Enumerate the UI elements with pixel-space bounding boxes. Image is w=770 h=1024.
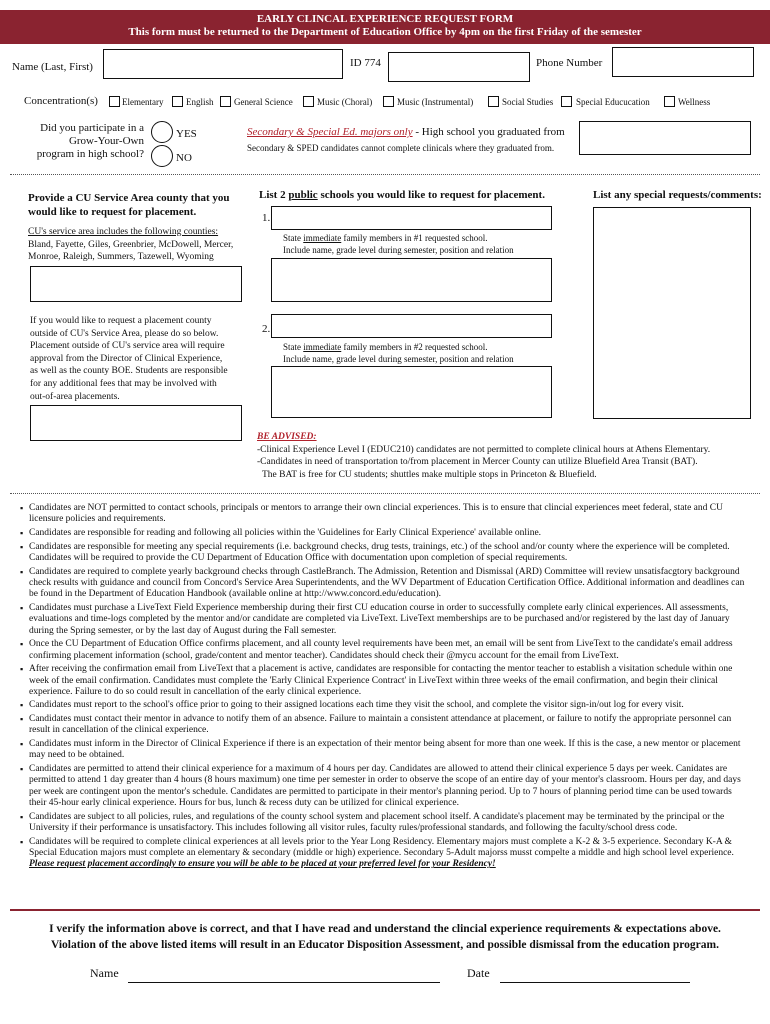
form-header	[0, 10, 770, 44]
option-wellness: Wellness	[678, 97, 711, 107]
family-note-part: family members in #2 requested school.	[341, 342, 488, 352]
no-label: NO	[176, 152, 192, 164]
verification-line: I verify the information above is correct, and that I have read and understand the clincial experience requirements & expectations above.	[49, 923, 721, 935]
gyo-question-line: program in high school?	[36, 148, 144, 160]
checkbox-social-studies[interactable]	[488, 96, 499, 107]
list-item: ▪ Candidates are responsible for meeting any special requirements (i.e. background checks, drug tests, trainings, etc.) of the school and/or county where the experience will be completed. Candidates will be required to provide the CU Department of Education Office with documentation upon completion of special requirements.	[22, 542, 750, 565]
list-item: ▪ Candidates are permitted to attend their clinical experience for a maximum of 4 hours per day. Candidates are allowed to attend their clinical experience 5 days per week. Canidates are permitted to attend 1 day greater than 4 hours (8 hours maximum) one time per semester in order to observe the scope of an entire day of your mentor's classroom. Hours per day, and days per week are contingent upon the mentor's schedule. Candidates are permitted to participate in their mentor's planning period. Up to 7 hours of planning period time can be used towards their 45-hour early clinical experience. Hours for bus, lunch & recess duty can be utilized for clinical experience.	[22, 764, 750, 809]
service-area-line: Monroe, Raleigh, Summers, Tazewell, Wyoming	[28, 252, 214, 262]
advised-line: -Candidates in need of transportation to/from placement in Mercer County can utilize Bluefield Area Transit (BAT).	[257, 457, 698, 467]
signature-date-label: Date	[467, 966, 490, 980]
service-area-text	[28, 226, 256, 264]
family-2-field[interactable]	[271, 366, 552, 418]
outside-area-line: for any additional fees that may be involved with	[30, 378, 217, 389]
school-2-field[interactable]	[271, 314, 552, 338]
outside-county-field[interactable]	[30, 405, 242, 441]
phone-field[interactable]	[612, 47, 754, 77]
list-item-text: Candidates will be required to complete clinical experiences at all levels prior to the Year Long Residency. Elementary majors must complete a K-2 & 3-5 experience. Secondary K-A & Special Education majors must complete an elementary & secondary (middle or high) experience. Secondary 5-Adult majorss musst compelte a middle and high school level experience.	[29, 836, 734, 858]
family-1-field[interactable]	[271, 258, 552, 302]
school-1-field[interactable]	[271, 206, 552, 230]
verification-statement	[20, 921, 750, 953]
section-divider	[10, 493, 760, 494]
county-heading-line: would like to request for placement.	[28, 206, 197, 218]
outside-area-line: outside of CU's Service Area, please do so below.	[30, 328, 219, 339]
signature-date-line[interactable]	[500, 982, 690, 983]
service-area-line: CU's service area includes the following counties:	[28, 227, 219, 237]
gyo-question-line: Did you participate in a	[40, 122, 144, 134]
outside-area-line: Placement outside of CU's service area will require	[30, 341, 225, 352]
checkbox-elementary[interactable]	[109, 96, 120, 107]
advised-line: -Clinical Experience Level I (EDUC210) candidates are not permitted to complete clinical hours at Athens Elementary.	[257, 444, 711, 455]
option-english: English	[186, 97, 214, 107]
outside-area-line: If you would like to request a placement county	[30, 316, 212, 326]
county-field[interactable]	[30, 266, 242, 302]
list-item: ▪ Candidates must purchase a LiveText Field Experience membership during their first CU education course in order to successfully complete early clinical experiences. All assessments, evaluations and time-logs completed by the mentor and/or candidate are completed via LiveText. LiveText memberships are to be purchased and/or registered by the last day of January during the Spring semester, or by the last day of August during the Fall semester.	[22, 603, 750, 637]
service-area-line: Bland, Fayette, Giles, Greenbrier, McDowell, Mercer,	[28, 239, 234, 250]
yes-label: YES	[176, 128, 197, 140]
list-item: ▪ Once the CU Department of Education Office confirms placement, and all county level requirements have been met, an email will be sent from LiveText to the candidate's email address confirming placement information (school, grade/content and mentor teacher). Candidates should check their @mycu account for the email from LiveText.	[22, 639, 750, 662]
outside-area-line: approval from the Director of Clinical Experience,	[30, 353, 223, 364]
id-field[interactable]	[388, 52, 530, 82]
option-music-instrumental: Music (Instrumental)	[397, 97, 474, 107]
list-item: ▪ Candidates must contact their mentor in advance to notify them of an absence. Failure to maintain a consistent attendance at placement, or failure to notify the appropriate personnel can result in cancellation of the clinical experience.	[22, 714, 750, 737]
family-note-immediate: immediate	[303, 233, 342, 243]
high-school-note: Secondary & SPED candidates cannot complete clinicals where they graduated from.	[247, 143, 555, 153]
advised-heading: BE ADVISED:	[257, 432, 317, 442]
outside-area-line: out-of-area placements.	[30, 391, 120, 402]
high-school-text: - High school you graduated from	[412, 126, 565, 138]
family-1-note	[283, 233, 514, 256]
requests-heading: List any special requests/comments:	[593, 189, 762, 201]
outside-area-text	[30, 315, 258, 403]
schools-heading-part: schools you would like to request for placement.	[317, 189, 545, 201]
requirements-list	[22, 503, 750, 873]
verify-divider	[10, 909, 760, 911]
school-2-number: 2.	[262, 323, 271, 335]
family-note-part: family members in #1 requested school.	[341, 233, 488, 243]
family-note-immediate: immediate	[303, 342, 342, 352]
option-elementary: Elementary	[122, 97, 164, 107]
form-title: EARLY CLINCAL EXPERIENCE REQUEST FORM	[256, 13, 514, 25]
option-social-studies: Social Studies	[502, 97, 554, 107]
no-radio[interactable]	[151, 145, 173, 167]
checkbox-music-choral[interactable]	[303, 96, 314, 107]
name-field[interactable]	[103, 49, 343, 79]
list-item: ▪ Candidates are subject to all policies, rules, and regulations of the county school system and placement school itself. A candidate's placement may be terminated by the principal or the University if their performance is unsatisfactory. This includes following all visitor rules, faculty rules/professional standards, and following the faculty/school dress code.	[22, 812, 750, 835]
list-item: ▪ After receiving the confirmation email from LiveText that a placement is active, candidates are responsible for contacting the mentor teacher to establish a visitation schedule within one week of the email confirmation. Candidates must complete the 'Early Clinical Experience Contract' in LiveText within three weeks of the email confirmation, and begin their clinical experience. Failure to do so could result in cancellation of the early clinical experience.	[22, 664, 750, 698]
signature-name-label: Name	[90, 966, 119, 980]
schools-heading-part: List 2	[259, 189, 289, 201]
id-label: ID 774	[350, 57, 381, 69]
list-item-emphasis: Please request placement accordingly to ensure you will be able to be placed at your preferred level for your Residency!	[29, 859, 496, 870]
list-item: ▪ Candidates are responsible for reading and following all policies within the 'Guidelines for Early Clinical Experience' available online.	[22, 528, 750, 539]
family-note-part: State	[283, 342, 304, 352]
concentration-label: Concentration(s)	[24, 95, 98, 107]
family-note-detail: Include name, grade level during semester, position and relation	[283, 353, 514, 364]
outside-area-line: as well as the county BOE. Students are responsible	[30, 366, 228, 377]
list-item: ▪ Candidates must report to the school's office prior to going to their assigned locations each time they visit the school, and complete the visitor sign-in/out log for every visit.	[22, 700, 750, 711]
section-divider	[10, 174, 760, 175]
schools-heading-public: public	[288, 189, 318, 201]
high-school-label	[247, 126, 565, 138]
checkbox-wellness[interactable]	[664, 96, 675, 107]
list-item	[22, 837, 750, 871]
checkbox-special-education[interactable]	[561, 96, 572, 107]
high-school-field[interactable]	[579, 121, 751, 155]
school-1-number: 1.	[262, 212, 271, 224]
gyo-question	[20, 122, 144, 161]
family-note-part: State	[283, 233, 304, 243]
list-item: ▪ Candidates are NOT permitted to contact schools, principals or mentors to arrange their own clincial experiences. This is to ensure that clincial experiences meet federal, state and CU licensure policies and requirements.	[22, 503, 750, 526]
advised-box	[257, 431, 710, 481]
checkbox-general-science[interactable]	[220, 96, 231, 107]
name-label: Name (Last, First)	[12, 61, 93, 73]
form-subtitle: This form must be returned to the Department of Education Office by 4pm on the first Friday of the semester	[128, 26, 642, 38]
option-general-science: General Science	[234, 97, 293, 107]
advised-line: The BAT is free for CU students; shuttles make multiple stops in Princeton & Bluefield.	[262, 469, 597, 480]
county-heading-line: Provide a CU Service Area county that you	[28, 192, 230, 204]
option-music-choral: Music (Choral)	[317, 97, 373, 107]
secondary-majors-link[interactable]: Secondary & Special Ed. majors only	[247, 126, 413, 138]
signature-name-line[interactable]	[128, 982, 440, 983]
verification-line: Violation of the above listed items will result in an Educator Disposition Assessment, and possible dismissal from the education program.	[50, 939, 719, 951]
list-item: ▪ Candidates are required to complete yearly background checks through CastleBranch. The Admission, Retention and Dismissal (ARD) Committee will review unsatisfacgtory background check results with guidance and council from Concord's Service Area Superintendents, and the WV Department of Education Certification Office. Additional information and deadlines can be found in the Department of Education Handbook (available online at http://www.concord.edu/education).	[22, 567, 750, 601]
checkbox-english[interactable]	[172, 96, 183, 107]
yes-radio[interactable]	[151, 121, 173, 143]
family-note-detail: Include name, grade level during semester, position and relation	[283, 244, 514, 255]
family-2-note	[283, 342, 514, 365]
list-item: ▪ Candidates must inform in the Director of Clinical Experience if there is an expectation of their mentor being absent for more than one week. If this is the case, a new mentor or placement may need to be obtained.	[22, 739, 750, 762]
phone-label: Phone Number	[536, 57, 603, 69]
gyo-question-line: Grow-Your-Own	[68, 135, 144, 147]
checkbox-music-instrumental[interactable]	[383, 96, 394, 107]
option-special-education: Special Educucation	[576, 97, 650, 107]
requests-field[interactable]	[593, 207, 751, 419]
schools-heading	[259, 189, 545, 201]
county-heading	[28, 191, 258, 219]
